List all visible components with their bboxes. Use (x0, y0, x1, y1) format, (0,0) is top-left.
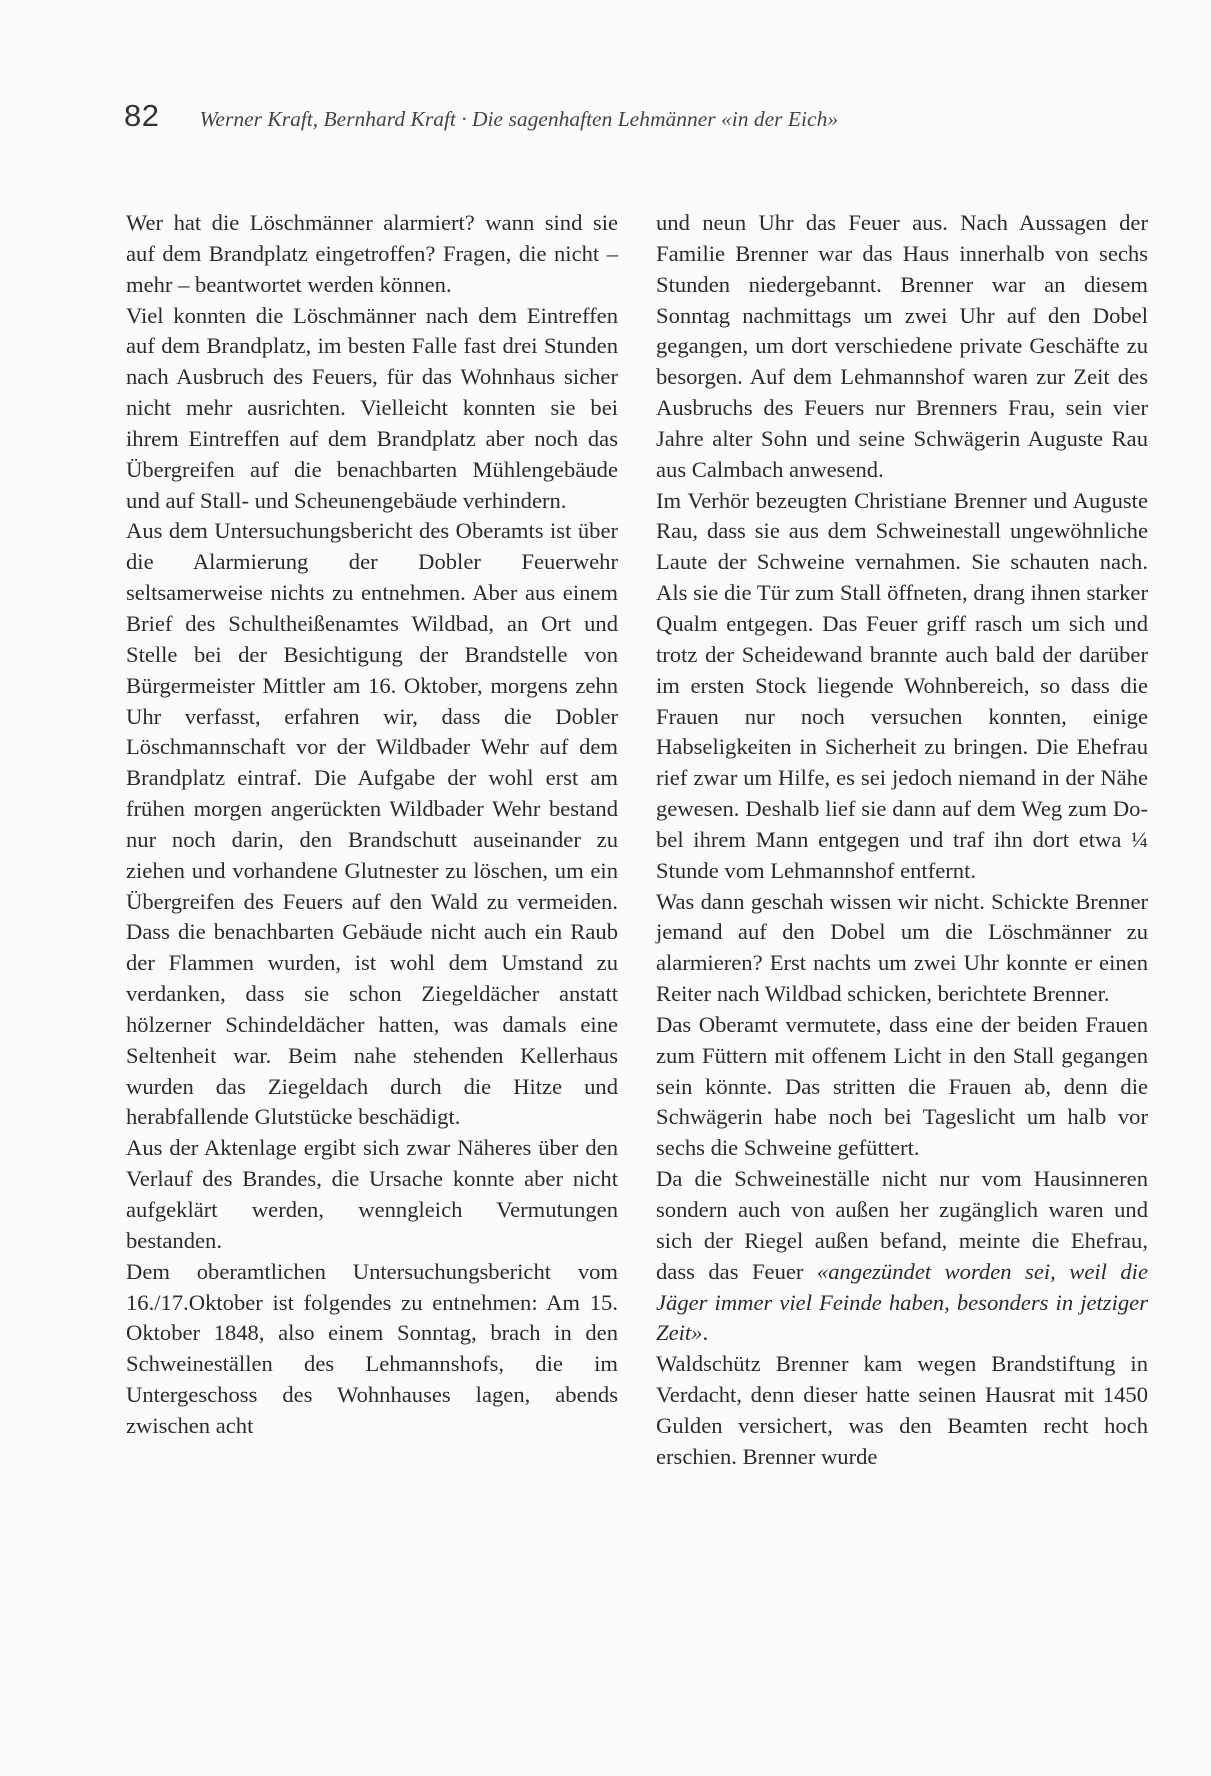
paragraph: Wer hat die Löschmänner alarmiert? wann sind sie auf dem Brandplatz eingetroffen? Fragen, die nicht – mehr – beantwortet werden können. (126, 210, 618, 297)
paragraph: Aus der Aktenlage ergibt sich zwar Näheres über den Verlauf des Brandes, die Ursache konnte aber nicht aufgeklärt werden, wenngleich Vermutungen bestanden. (126, 1135, 618, 1253)
paragraph: Das Oberamt vermutete, dass eine der beiden Frauen zum Füttern mit offenem Licht in den Stall gegangen sein könnte. Das stritten die Frauen ab, denn die Schwägerin habe noch bei Tageslicht um halb vor sechs die Schweine gefüttert. (656, 1011, 1148, 1161)
paragraph: Waldschütz Brenner kam wegen Brandstiftung in Verdacht, denn dieser hatte seinen Hausrat mit 1450 Gulden versichert, was den Beamten recht hoch erschien. Brenner wurde (656, 1351, 1148, 1469)
paragraph: Was dann geschah wissen wir nicht. Schickte Brenner jemand auf den Dobel um die Löschmänner zu alarmieren? Erst nachts um zwei Uhr konnte er einen Reiter nach Wildbad schicken, berichtete Brenner. (656, 888, 1148, 1007)
quotation: «angezündet worden sei, weil die Jäger immer viel Feinde haben, besonders in jetziger Zeit» (656, 1258, 1148, 1346)
running-head-title: Werner Kraft, Bernhard Kraft · Die sagenhaften Lehmänner «in der Eich» (199, 107, 839, 131)
left-column (126, 208, 618, 1442)
paragraph: Aus dem Untersuchungsbericht des Oberamts ist über die Alarmierung der Dobler Feuerwehr seltsamerweise nichts zu entnehmen. Aber aus einem Brief des Schultheißenamtes Wildbad, an Ort und Stelle bei der Besichtigung der Brandstelle von Bürgermeister Mittler am 16. Oktober, morgens zehn Uhr verfasst, erfahren wir, dass die Dobler Löschmannschaft vor der Wildbader Wehr auf dem Brandplatz eintraf. Die Aufgabe der wohl erst am frühen morgen angerückten Wildbader Wehr bestand nur noch darin, den Brandschutt auseinander zu ziehen und vorhandene Glutnester zu löschen, um ein Übergreifen des Feuers auf den Wald zu vermeiden. Dass die benachbarten Gebäude nicht auch ein Raub der Flammen wurden, ist wohl dem Umstand zu verdanken, dass sie schon Ziegeldächer anstatt hölzerner Schindeldächer hatten, was damals eine Seltenheit war. Beim nahe stehenden Kellerhaus wurden das Ziegeldach durch die Hitze und herabfallende Glutstücke beschädigt. (126, 518, 618, 1130)
running-head (124, 98, 1084, 142)
paragraph: und neun Uhr das Feuer aus. Nach Aussagen der Familie Brenner war das Haus innerhalb von sechs Stunden niedergebannt. Brenner war an diesem Sonntag nachmittags um zwei Uhr auf den Dobel gegangen, um dort verschiedene private Geschäfte zu besorgen. Auf dem Lehmannshof waren zur Zeit des Ausbruchs des Feuers nur Brenners Frau, sein vier Jahre alter Sohn und seine Schwägerin Auguste Rau aus Calmbach anwesend. (656, 210, 1148, 482)
paragraph (656, 1164, 1148, 1349)
right-column (656, 208, 1148, 1473)
paragraph: Im Verhör bezeugten Christiane Brenner und Auguste Rau, dass sie aus dem Schweinestall ungewöhnliche Laute der Schweine vernahmen. Sie schauten nach. Als sie die Tür zum Stall öffneten, drang ihnen starker Qualm entgegen. Das Feuer griff rasch um sich und trotz der Scheidewand brannte auch bald der darüber im ersten Stock liegende Wohnbereich, so dass die Frauen nur noch versuchen konnten, einige Habseligkeiten in Sicherheit zu bringen. Die Ehefrau rief zwar um Hilfe, es sei jedoch niemand in der Nähe gewesen. Deshalb lief sie dann auf dem Weg zum Dobel ihrem Mann entgegen und traf ihn dort etwa ¼ Stunde vom Lehmannshof entfernt. (656, 487, 1148, 883)
page-number: 82 (124, 98, 160, 133)
paragraph: Viel konnten die Löschmänner nach dem Eintreffen auf dem Brandplatz, im besten Falle fast drei Stunden nach Ausbruch des Feuers, für das Wohnhaus sicher nicht mehr ausrichten. Vielleicht konnten sie bei ihrem Eintreffen auf dem Brandplatz aber noch das Übergreifen auf die benachbarten Mühlengebäude und auf Stall- und Scheunengebäude verhindern. (126, 302, 618, 513)
paragraph: Dem oberamtlichen Untersuchungsbericht vom 16./17.Oktober ist folgendes zu entnehmen: Am 15. Oktober 1848, also einem Sonntag, brach in den Schweineställen des Lehmannshofs, die im Untergeschoss des Wohnhauses lagen, abends zwischen acht (126, 1258, 618, 1438)
paragraph-text: Da die Schweineställe nicht nur vom Hausinneren sondern auch von außen her zugänglich waren und sich der Riegel außen befand, meinte die Ehefrau, dass das Feuer (656, 1166, 1148, 1284)
paragraph-text: . (702, 1320, 709, 1346)
